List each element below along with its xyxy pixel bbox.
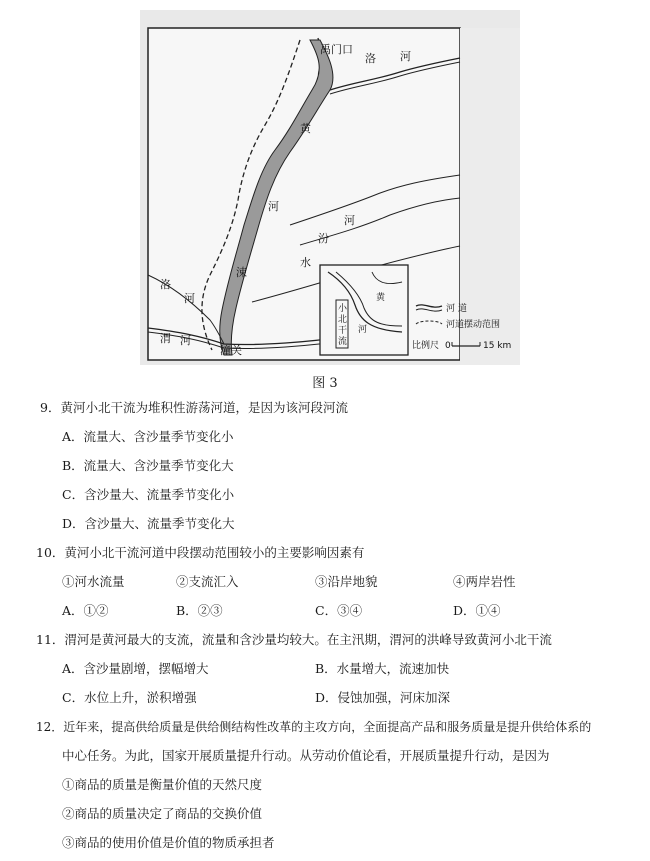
q12-statement-3: ③商品的使用价值是价值的物质承担者 bbox=[62, 835, 275, 850]
label-shui: 水 bbox=[300, 256, 311, 269]
map-figure bbox=[140, 10, 520, 365]
inset-he: 河 bbox=[358, 325, 368, 335]
q11-option-d: D．侵蚀加强，河床加深 bbox=[315, 690, 451, 705]
q9-option-a: A．流量大、含沙量季节变化小 bbox=[62, 429, 234, 444]
label-su: 涑 bbox=[236, 266, 247, 279]
label-luo-top-1: 洛 bbox=[365, 52, 376, 65]
q10-factor-2: ②支流汇入 bbox=[176, 574, 239, 589]
legend-scale-distance: 15 km bbox=[483, 341, 512, 351]
figure-caption: 图 3 bbox=[312, 376, 338, 391]
q11-stem: 11．渭河是黄河最大的支流，流量和含沙量均较大。在主汛期，渭河的洪峰导致黄河小北干流 bbox=[36, 632, 552, 647]
inset-label-4: 流 bbox=[338, 337, 348, 347]
q12-statement-1: ①商品的质量是衡量价值的天然尺度 bbox=[62, 777, 263, 792]
label-wei-2: 河 bbox=[180, 334, 191, 347]
inset-huang: 黄 bbox=[376, 293, 386, 303]
q11-option-a: A．含沙量剧增，摆幅增大 bbox=[62, 661, 209, 676]
label-huang: 黄 bbox=[300, 122, 311, 135]
q10-factor-1: ①河水流量 bbox=[62, 574, 125, 589]
q10-option-a: A．①② bbox=[62, 603, 109, 618]
page-bleed-area bbox=[460, 28, 520, 365]
q12-statement-2: ②商品的质量决定了商品的交换价值 bbox=[62, 806, 263, 821]
q12-stem-line1: 12．近年来，提高供给质量是供给侧结构性改革的主攻方向，全面提高产品和服务质量是提升供给体系的 bbox=[36, 720, 592, 734]
inset-label-1: 小 bbox=[338, 304, 348, 314]
label-he: 河 bbox=[268, 200, 279, 213]
legend-channel-label: 河 道 bbox=[446, 304, 467, 314]
q11-option-b: B．水量增大，流速加快 bbox=[315, 661, 450, 676]
q10-option-b: B．②③ bbox=[176, 603, 223, 618]
q10-option-c: C．③④ bbox=[315, 603, 363, 618]
q9-option-d: D．含沙量大、流量季节变化大 bbox=[62, 516, 235, 531]
q11-option-c: C．水位上升，淤积增强 bbox=[62, 690, 197, 705]
label-fen-he: 河 bbox=[344, 214, 355, 227]
q10-stem: 10．黄河小北干流河道中段摆动范围较小的主要影响因素有 bbox=[36, 545, 365, 560]
label-fen: 汾 bbox=[318, 232, 329, 245]
map-frame bbox=[148, 28, 460, 360]
label-luo-left-1: 洛 bbox=[160, 278, 171, 291]
inset-frame bbox=[320, 265, 408, 355]
q10-factor-3: ③沿岸地貌 bbox=[315, 574, 378, 589]
label-wei-1: 渭 bbox=[160, 332, 171, 345]
q9-stem: 9．黄河小北干流为堆积性游荡河道，是因为该河段河流 bbox=[40, 400, 348, 415]
inset-label-3: 干 bbox=[338, 326, 348, 336]
label-tongguan: 潼关 bbox=[220, 344, 242, 357]
q10-factor-4: ④两岸岩性 bbox=[453, 574, 516, 589]
legend-swing-label: 河道摆动范围 bbox=[446, 320, 501, 330]
label-luo-top-2: 河 bbox=[400, 50, 411, 63]
label-luo-left-2: 河 bbox=[184, 292, 195, 305]
q10-option-d: D．①④ bbox=[453, 603, 501, 618]
q9-option-b: B．流量大、含沙量季节变化大 bbox=[62, 458, 234, 473]
q12-stem-line2: 中心任务。为此，国家开展质量提升行动。从劳动价值论看，开展质量提升行动，是因为 bbox=[62, 748, 550, 763]
q9-option-c: C．含沙量大、流量季节变化小 bbox=[62, 487, 235, 502]
legend-scale-label: 比例尺 bbox=[412, 341, 440, 351]
map-svg bbox=[140, 10, 520, 365]
legend-scale-zero: 0 bbox=[445, 341, 451, 351]
label-yumenkou: 禹门口 bbox=[320, 43, 353, 56]
inset-label-2: 北 bbox=[338, 315, 348, 325]
